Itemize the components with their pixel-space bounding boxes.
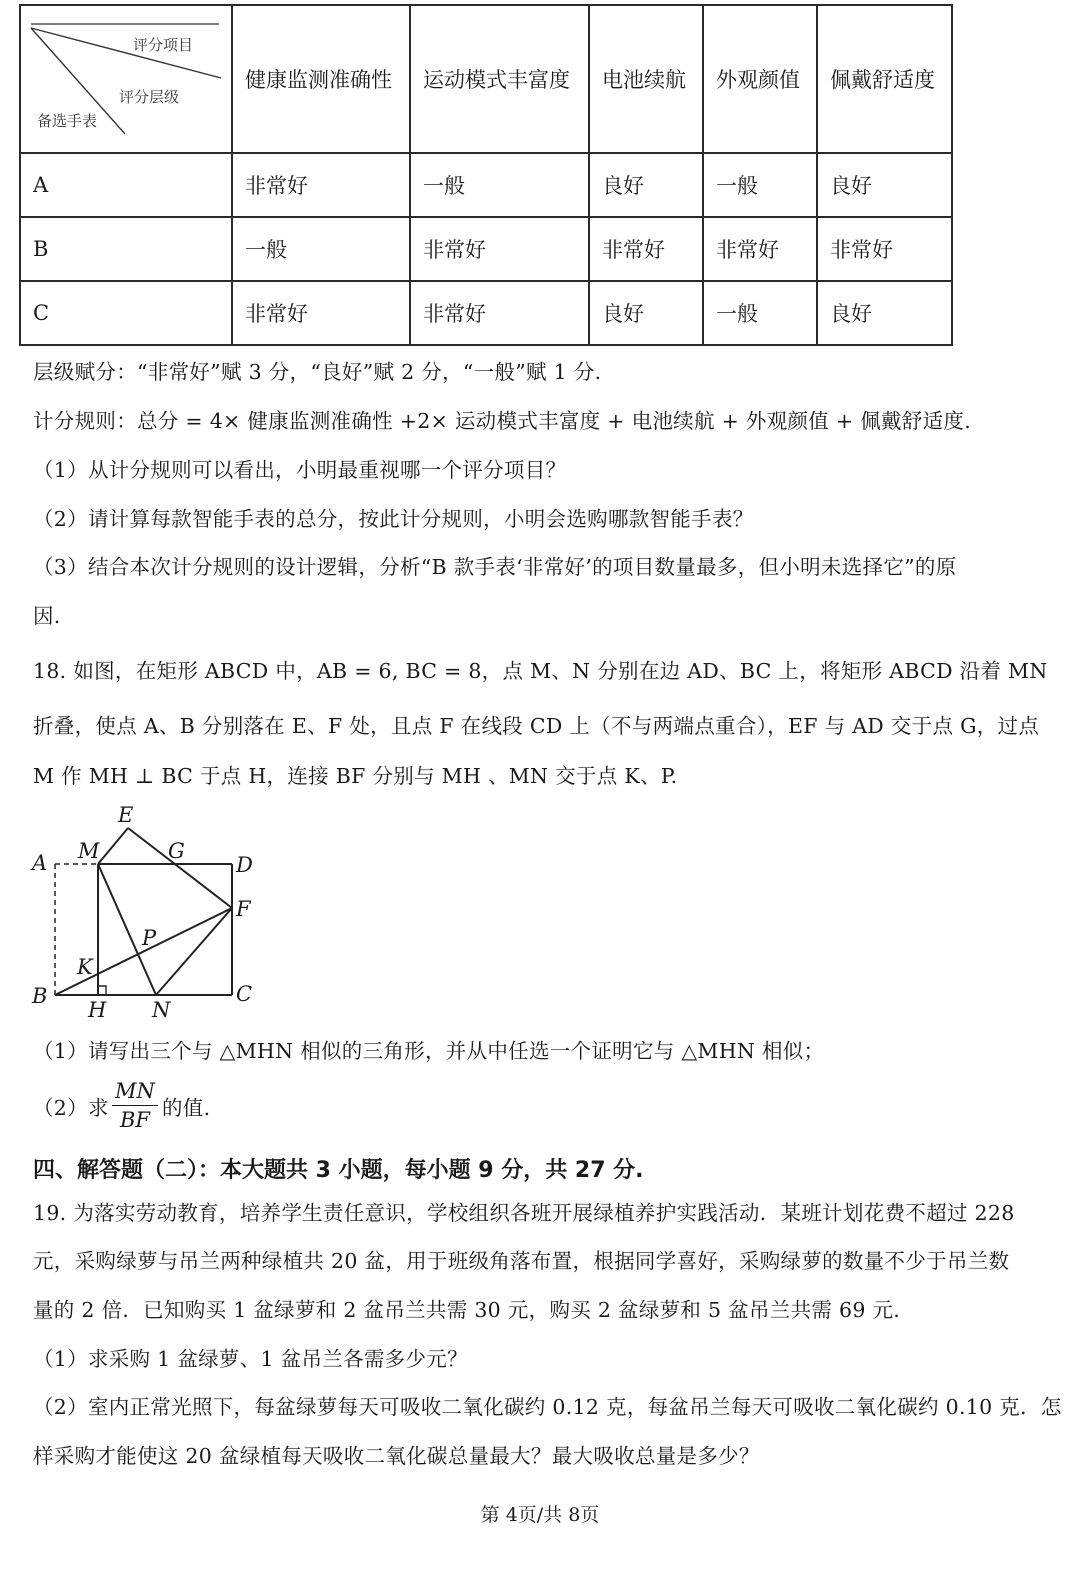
level-score-text: 层级赋分：“非常好”赋 3 分，“良好”赋 2 分，“一般”赋 1 分.: [33, 360, 602, 384]
table-cell: 非常好: [589, 217, 703, 281]
point-label-N: N: [152, 998, 171, 1022]
question-19-1: （1）求采购 1 盆绿萝、1 盆吊兰各需多少元？: [33, 1347, 468, 1371]
diag-label-levels: 评分层级: [119, 88, 180, 106]
table-cell: 非常好: [817, 217, 952, 281]
table-cell: 一般: [703, 281, 817, 345]
question-18-1: （1）请写出三个与 △MHN 相似的三角形，并从中任选一个证明它与 △MHN 相似；: [33, 1039, 825, 1063]
page-number: 第 4页/共 8页: [480, 1504, 600, 1526]
scoring-table: [19, 4, 953, 346]
point-label-M: M: [78, 839, 100, 863]
table-cell: 一般: [410, 153, 589, 217]
point-label-P: P: [142, 926, 157, 950]
table-cell: 良好: [817, 153, 952, 217]
question-19-2-line1: （2）室内正常光照下，每盆绿萝每天可吸收二氧化碳约 0.12 克，每盆吊兰每天可吸收二氧化碳约 0.10 克．怎: [33, 1395, 1062, 1419]
diag-label-items: 评分项目: [133, 36, 194, 54]
table-cell: 非常好: [410, 281, 589, 345]
table-cell: 非常好: [232, 153, 410, 217]
point-label-F: F: [236, 897, 251, 921]
table-cell: 非常好: [703, 217, 817, 281]
question-19-line3: 量的 2 倍．已知购买 1 盆绿萝和 2 盆吊兰共需 30 元，购买 2 盆绿萝和 5 盆吊兰共需 69 元.: [33, 1298, 901, 1322]
point-label-H: H: [88, 998, 107, 1022]
question-19-line2: 元，采购绿萝与吊兰两种绿植共 20 盆，用于班级角落布置，根据同学喜好，采购绿萝的数量不少于吊兰数: [33, 1249, 1010, 1273]
fraction-numerator: MN: [115, 1079, 155, 1103]
table-cell: 一般: [232, 217, 410, 281]
scoring-rule-text: 计分规则：总分 = 4× 健康监测准确性 +2× 运动模式丰富度 + 电池续航 + 外观颜值 + 佩戴舒适度.: [33, 409, 972, 433]
question-18-2-suffix: 的值.: [162, 1096, 211, 1120]
diagonal-header-cell: [20, 5, 232, 153]
table-cell: 良好: [589, 281, 703, 345]
point-label-C: C: [236, 982, 253, 1006]
table-cell: 非常好: [232, 281, 410, 345]
row-label: B: [20, 217, 232, 281]
fraction-mn-over-bf: [112, 1078, 158, 1133]
point-label-G: G: [168, 839, 185, 863]
table-row: [20, 217, 952, 281]
question-17-2: （2）请计算每款智能手表的总分，按此计分规则，小明会选购哪款智能手表？: [33, 507, 754, 531]
point-label-B: B: [32, 984, 48, 1008]
question-17-3-line1: （3）结合本次计分规则的设计逻辑，分析“B 款手表‘非常好’的项目数量最多，但小明未选择它”的原: [33, 555, 957, 579]
row-label: C: [20, 281, 232, 345]
question-17-3-line2: 因.: [33, 604, 61, 628]
geometry-figure: [20, 800, 280, 1025]
diag-label-watches: 备选手表: [37, 112, 98, 130]
point-label-K: K: [77, 955, 93, 979]
column-header: 健康监测准确性: [232, 5, 410, 153]
table-header-row: [20, 5, 952, 153]
question-18-line3: M 作 MH ⊥ BC 于点 H，连接 BF 分别与 MH 、MN 交于点 K、P.: [33, 764, 678, 788]
question-19-line1: 19. 为落实劳动教育，培养学生责任意识，学校组织各班开展绿植养护实践活动．某班计划花费不超过 228: [33, 1201, 1015, 1225]
table-row: [20, 153, 952, 217]
point-label-A: A: [32, 851, 48, 875]
column-header: 外观颜值: [703, 5, 817, 153]
column-header: 运动模式丰富度: [410, 5, 589, 153]
row-label: A: [20, 153, 232, 217]
table-cell: 非常好: [410, 217, 589, 281]
table-cell: 良好: [817, 281, 952, 345]
table-cell: 良好: [589, 153, 703, 217]
table-row: [20, 281, 952, 345]
point-label-D: D: [236, 853, 253, 877]
fraction-denominator: BF: [119, 1108, 150, 1132]
fraction-bar: [112, 1105, 158, 1106]
question-18-2-prefix: （2）求: [33, 1096, 109, 1120]
table-cell: 一般: [703, 153, 817, 217]
question-18-line1: 18. 如图，在矩形 ABCD 中，AB = 6, BC = 8，点 M、N 分别在边 AD、BC 上，将矩形 ABCD 沿着 MN: [33, 659, 1048, 683]
question-17-1: （1）从计分规则可以看出，小明最重视哪一个评分项目？: [33, 458, 567, 482]
point-label-E: E: [118, 803, 134, 827]
section-heading: 四、解答题（二）：本大题共 3 小题，每小题 9 分，共 27 分.: [33, 1158, 644, 1183]
column-header: 佩戴舒适度: [817, 5, 952, 153]
question-19-2-line2: 样采购才能使这 20 盆绿植每天吸收二氧化碳总量最大？最大吸收总量是多少？: [33, 1444, 760, 1468]
question-18-line2: 折叠，使点 A、B 分别落在 E、F 处，且点 F 在线段 CD 上（不与两端点重合），EF 与 AD 交于点 G，过点: [33, 714, 1040, 738]
column-header: 电池续航: [589, 5, 703, 153]
